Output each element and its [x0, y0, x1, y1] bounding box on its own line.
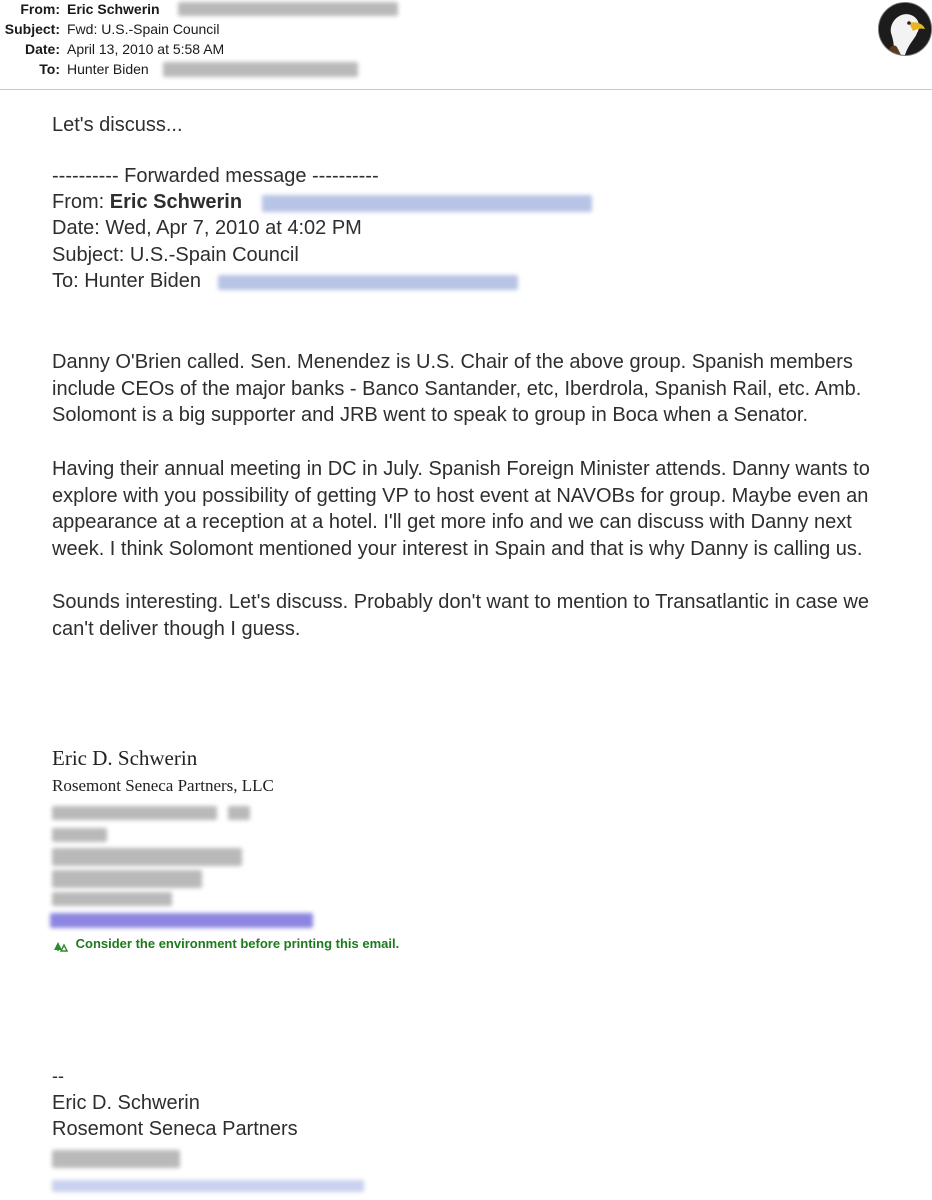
signature-name: Eric D. Schwerin	[52, 746, 198, 770]
redacted-signature2-line	[52, 1150, 180, 1168]
recycle-tree-icon	[52, 938, 68, 952]
subject-label: Subject:	[4, 21, 60, 37]
redacted-to-email	[163, 62, 358, 77]
paragraph-1-line: Solomont is a big supporter and JRB went to speak to group in Boca when a Senator.	[52, 404, 809, 426]
date-label: Date:	[24, 41, 60, 57]
bald-eagle-avatar	[878, 2, 932, 56]
redacted-from-email	[178, 2, 398, 16]
header-divider	[0, 89, 932, 90]
redacted-fwd-to-email	[218, 275, 518, 290]
from-label: From:	[20, 1, 60, 17]
fwd-to-line: To: Hunter Biden	[52, 270, 201, 292]
paragraph-2	[52, 456, 870, 562]
paragraph-1-line: Danny O'Brien called. Sen. Menendez is U.S. Chair of the above group. Spanish members	[52, 351, 853, 373]
eagle-icon	[879, 3, 931, 55]
signature-dashes: --	[52, 1066, 64, 1086]
redacted-signature-line	[52, 848, 242, 866]
redacted-signature-line	[52, 828, 107, 842]
paragraph-2-line: appearance at a reception at a hotel. I'll get more info and we can discuss with Danny next	[52, 511, 852, 533]
to-label: To:	[39, 61, 60, 77]
fwd-from-line	[52, 191, 242, 214]
paragraph-2-line: Having their annual meeting in DC in July. Spanish Foreign Minister attends. Danny wants to	[52, 458, 870, 480]
redacted-signature-line	[52, 870, 202, 888]
paragraph-2-line: week. I think Solomont mentioned your interest in Spain and that is why Danny is calling us.	[52, 537, 863, 560]
redacted-signature-line	[52, 806, 217, 820]
redacted-fwd-from-email	[262, 195, 592, 212]
paragraph-3	[52, 589, 869, 642]
redacted-signature2-link	[52, 1180, 364, 1192]
fwd-subject-line: Subject: U.S.-Spain Council	[52, 244, 299, 266]
fwd-from-label: From:	[52, 191, 105, 213]
eco-note-text: Consider the environment before printing this email.	[75, 936, 400, 951]
subject-value: Fwd: U.S.-Spain Council	[67, 21, 220, 37]
paragraph-3-line: can't deliver though I guess.	[52, 617, 301, 640]
redacted-signature-line	[228, 806, 250, 820]
fwd-from-name: Eric Schwerin	[109, 191, 243, 213]
date-value: April 13, 2010 at 5:58 AM	[67, 41, 225, 57]
from-value: Eric Schwerin	[67, 1, 160, 17]
paragraph-1-line: include CEOs of the major banks - Banco Santander, etc, Iberdrola, Spanish Rail, etc. Amb.	[52, 377, 862, 400]
signature-company: Rosemont Seneca Partners, LLC	[52, 776, 274, 795]
redacted-signature-line	[52, 892, 172, 906]
paragraph-3-line: Sounds interesting. Let's discuss. Probably don't want to mention to Transatlantic in case we	[52, 591, 869, 613]
signature2-company: Rosemont Seneca Partners	[52, 1118, 298, 1140]
signature2-name: Eric D. Schwerin	[52, 1092, 200, 1114]
paragraph-2-line: explore with you possibility of getting VP to host event at NAVOBs for group. Maybe even an	[52, 484, 869, 507]
greeting-text: Let's discuss...	[52, 114, 183, 136]
fwd-date-line: Date: Wed, Apr 7, 2010 at 4:02 PM	[52, 217, 362, 239]
redacted-signature-link	[50, 913, 313, 928]
to-value: Hunter Biden	[67, 61, 149, 77]
forward-marker: ---------- Forwarded message ----------	[52, 165, 379, 187]
paragraph-1	[52, 349, 861, 429]
eco-note	[52, 936, 399, 952]
